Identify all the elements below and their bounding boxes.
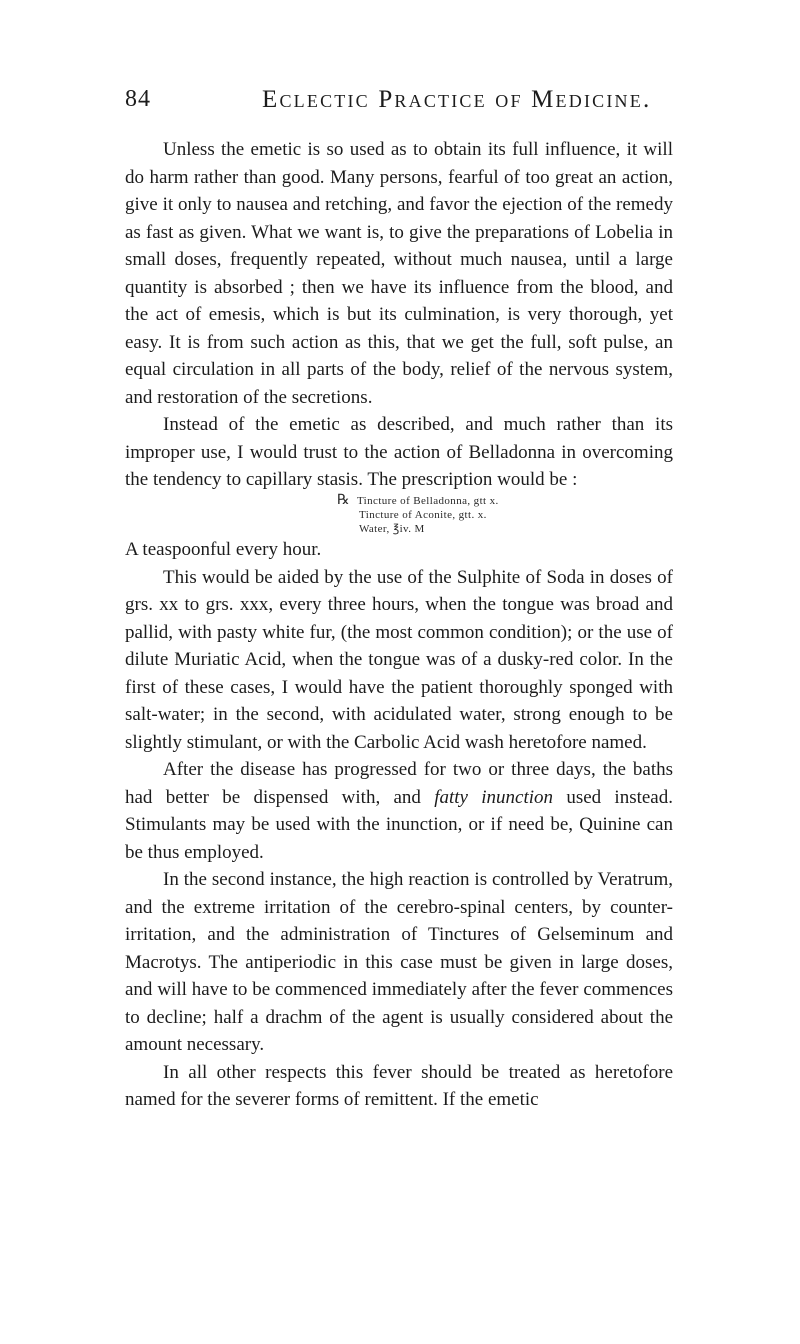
prescription-line-text: Tincture of Aconite, gtt. x. [359,508,487,521]
paragraph-emetic-influence: Unless the emetic is so used as to obtain its full influence, it will do harm rather than good. Many persons, fearful of too great an action, give it only to nausea and retching, and favor the ejection of the remedy as fast as given. What we want is, to give the preparations of Lobelia in small doses, frequently repeated, without much nausea, until a large quantity is absorbed ; then we have its influence from the blood, and the act of emesis, which is but its culmination, is very thorough, yet easy. It is from such action as this, that we get the full, soft pulse, an equal circulation in all parts of the body, relief of the nervous system, and restoration of the secretions. [125,139,673,408]
running-head: Eclectic Practice of Medicine. [262,86,652,113]
prescription [337,494,673,537]
page-number: 84 [125,86,151,112]
paragraph-baths [125,756,673,866]
prescription-line [337,522,673,536]
prescription-line-text: Tincture of Belladonna, gtt x. [356,494,499,507]
emphasis-fatty-inunction: fatty inunction [434,786,554,808]
paragraph-final: In all other respects this fever should be treated as heretofore named for the severer forms of remittent. If the emetic [125,1061,673,1111]
paragraph-baths-after: used instead. Stimulants may be used with the inunction, or if need be, Quinine can be thus employed. [125,786,673,863]
prescription-line [337,494,673,508]
paragraph-belladonna: Instead of the emetic as described, and much rather than its improper use, I would trust to the action of Belladonna in overcoming the tendency to capillary stasis. The prescription would be : [125,414,673,490]
dosage-instruction: A teaspoonful every hour. [125,539,322,561]
recipe-symbol: ℞ [337,492,350,508]
page-header [0,86,800,126]
paragraph-second-instance: In the second instance, the high reaction is controlled by Veratrum, and the extreme irritation of the cerebro-spinal centers, by counter-irritation, and the administration of Tinctures of Gelseminum and Macrotys. The antiperiodic in this case must be given in large doses, and will have to be commenced immediately after the fever commences to decline; half a drachm of the agent is usually considered about the amount necessary. [125,869,673,1056]
paragraph-baths-before: After the disease has progressed for two or three days, the baths had better be dispensed with, and [125,759,673,808]
body-text [125,136,673,1114]
paragraph-sulphite: This would be aided by the use of the Sulphite of Soda in doses of grs. xx to grs. xxx, every three hours, when the tongue was broad and pallid, with pasty white fur, (the most common condition); or the use of dilute Muriatic Acid, when the tongue was of a dusky-red color. In the first of these cases, I would have the patient thoroughly sponged with salt-water; in the second, with acidulated water, strong enough to be slightly stimulant, or with the Carbolic Acid wash heretofore named. [125,566,673,753]
prescription-line [337,508,673,522]
prescription-line-text: Water, ℥iv. M [359,523,425,536]
